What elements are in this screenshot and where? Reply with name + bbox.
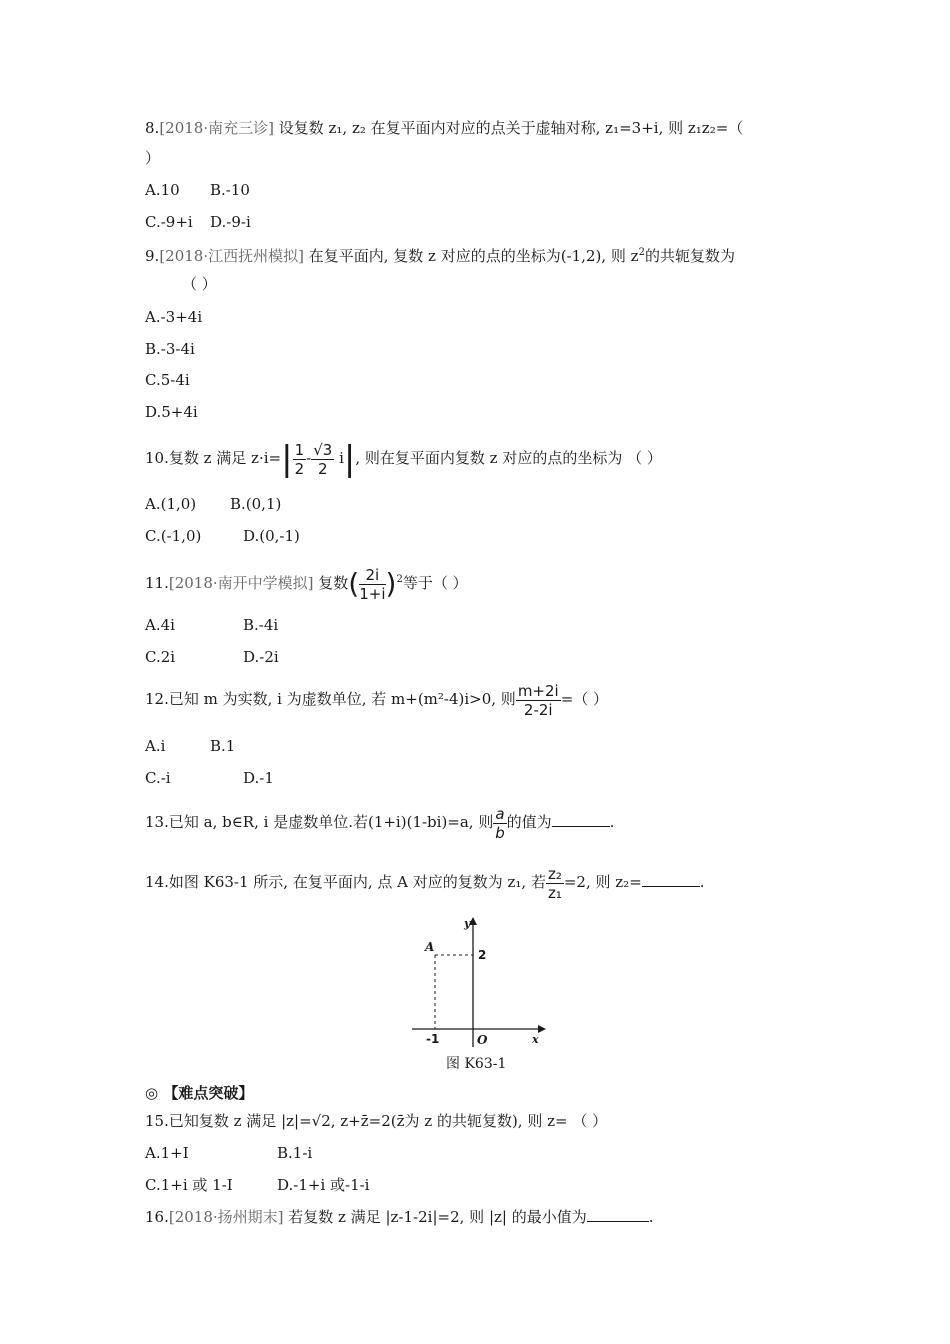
option-a: A.10 — [145, 181, 180, 199]
paren-left: ( — [348, 567, 360, 600]
question-8 — [145, 118, 743, 138]
question-text: 等于（ ） — [402, 574, 468, 592]
origin-label: O — [477, 1033, 488, 1047]
fraction: $\frac{2i}{1+i}$ — [359, 565, 386, 603]
superscript: 2 — [396, 574, 403, 585]
question-text: 10.复数 z 满足 z·i= — [145, 449, 282, 467]
option-d: D.-9-i — [210, 213, 251, 231]
source-tag: [2018·南开中学模拟] — [168, 574, 314, 592]
superscript: 2 — [638, 247, 645, 258]
option-b: B.(0,1) — [230, 495, 282, 513]
y-axis-label: y — [464, 917, 471, 930]
question-text: 在复平面内, 复数 z 对应的点的坐标为(-1,2), 则 z — [303, 247, 639, 265]
option-a: A.-3+4i — [145, 308, 203, 326]
options-row — [145, 494, 282, 514]
options-row — [145, 526, 300, 546]
options-row — [145, 615, 279, 635]
answer-blank[interactable] — [552, 812, 610, 827]
question-text: 13.已知 a, b∈R, i 是虚数单位.若(1+i)(1-bi)=a, 则 — [145, 813, 494, 831]
question-13: 13.已知 a, b∈R, i 是虚数单位.若(1+i)(1-bi)=a, 则 $\frac{a}{b}$ 的值为 . — [145, 804, 615, 842]
question-text: , 则在复平面内复数 z 对应的点的坐标为 （ ） — [355, 449, 662, 467]
question-text: 的共轭复数为 — [644, 247, 735, 265]
section-header — [145, 1083, 253, 1103]
answer-bracket: （ ） — [182, 275, 217, 293]
option-c: C.-9+i — [145, 213, 193, 231]
question-text: 复数 — [313, 574, 349, 592]
answer-blank[interactable] — [587, 1207, 649, 1222]
point-a-label: A — [425, 940, 435, 954]
figure-caption: 图 K63-1 — [446, 1056, 507, 1072]
fraction: $\frac{m+2i}{2-2i}$ — [517, 681, 559, 719]
option-c: C.2i — [145, 648, 176, 666]
abs-bar-right: | — [343, 439, 356, 479]
question-text: 的值为 — [506, 813, 552, 831]
y-tick-label: 2 — [478, 948, 487, 962]
option-a: A.4i — [145, 616, 175, 634]
options-row — [145, 768, 274, 788]
options-row — [145, 647, 279, 667]
option-d: D.-1+i 或-1-i — [277, 1176, 370, 1194]
target-icon: ◎ — [145, 1084, 159, 1102]
question-10: 10.复数 z 满足 z·i=| $\frac{1}{2}$ - $\frac{√3}{2}$ i|, 则在复平面内复数 z 对应的点的坐标为 （ ） — [145, 439, 662, 479]
option-b: B.-3-4i — [145, 340, 195, 358]
paren-right: ) — [385, 567, 397, 600]
options-row — [145, 180, 250, 200]
question-text: =（ ） — [560, 690, 609, 708]
question-number: 8. — [145, 119, 160, 137]
option-a: A.i — [145, 737, 166, 755]
option-c: C.1+i 或 1-I — [145, 1176, 233, 1194]
question-15: 15.已知复数 z 满足 |z|=√2, z+z̄=2(z̄为 z 的共轭复数), 则 z= （ ） — [145, 1112, 608, 1130]
question-16: 16.[2018·扬州期末] 若复数 z 满足 |z-1-2i|=2, 则 |z| 的最小值为 . — [145, 1208, 654, 1226]
question-14: 14.如图 K63-1 所示, 在复平面内, 点 A 对应的复数为 z₁, 若 $\frac{\text{z₂}}{\text{z₁}}$ =2, 则 z₂= . — [145, 864, 705, 902]
option-d: D.-1 — [243, 769, 274, 787]
question-text: 12.已知 m 为实数, i 为虚数单位, 若 m+(m²-4)i>0, 则 — [145, 690, 516, 708]
x-axis-label: x — [532, 1033, 539, 1046]
source-tag: [2018·江西抚州模拟] — [159, 247, 304, 265]
option-a: A.1+I — [145, 1144, 189, 1162]
option-c: C.-i — [145, 769, 171, 787]
question-11 — [145, 558, 468, 606]
options-row — [145, 1175, 370, 1195]
question-text: 若复数 z 满足 |z-1-2i|=2, 则 |z| 的最小值为 — [283, 1208, 587, 1226]
question-9 — [145, 243, 735, 266]
question-number: 16. — [145, 1208, 169, 1226]
figure-k63-1 — [410, 915, 550, 1050]
option-b: B.-10 — [210, 181, 250, 199]
options-row — [145, 736, 236, 756]
fraction: $\frac{\text{z₂}}{\text{z₁}}$ — [547, 864, 562, 902]
fraction: $\frac{a}{b}$ — [495, 804, 505, 842]
section-title: 【难点突破】 — [163, 1084, 254, 1102]
option-a: A.(1,0) — [145, 495, 197, 513]
answer-blank[interactable] — [642, 872, 700, 887]
source-tag: [2018·扬州期末] — [168, 1208, 284, 1226]
option-d: D.-2i — [243, 648, 279, 666]
question-12 — [145, 677, 608, 721]
question-8-cont: ） — [145, 149, 161, 167]
option-c: C.(-1,0) — [145, 527, 202, 545]
options-row — [145, 212, 251, 232]
question-text: 14.如图 K63-1 所示, 在复平面内, 点 A 对应的复数为 z₁, 若 — [145, 873, 546, 891]
option-b: B.1-i — [277, 1144, 313, 1162]
option-c: C.5-4i — [145, 371, 190, 389]
option-b: B.1 — [210, 737, 236, 755]
question-number: 9. — [145, 247, 160, 265]
fraction: $\frac{√3}{2}$ — [313, 440, 333, 478]
option-d: D.5+4i — [145, 403, 198, 421]
question-text: =2, 则 z₂= — [563, 873, 642, 891]
x-tick-label: -1 — [426, 1032, 440, 1046]
abs-bar-left: | — [281, 439, 293, 479]
option-b: B.-4i — [243, 616, 279, 634]
question-text: 设复数 z₁, z₂ 在复平面内对应的点关于虚轴对称, z₁=3+i, 则 z₁z₂=（ — [273, 119, 744, 137]
fraction: $\frac{1}{2}$ — [294, 440, 305, 478]
source-tag: [2018·南充三诊] — [159, 119, 274, 137]
question-number: 11. — [145, 574, 169, 592]
options-row — [145, 1143, 313, 1163]
option-d: D.(0,-1) — [243, 527, 300, 545]
x-axis-arrow — [538, 1025, 546, 1033]
